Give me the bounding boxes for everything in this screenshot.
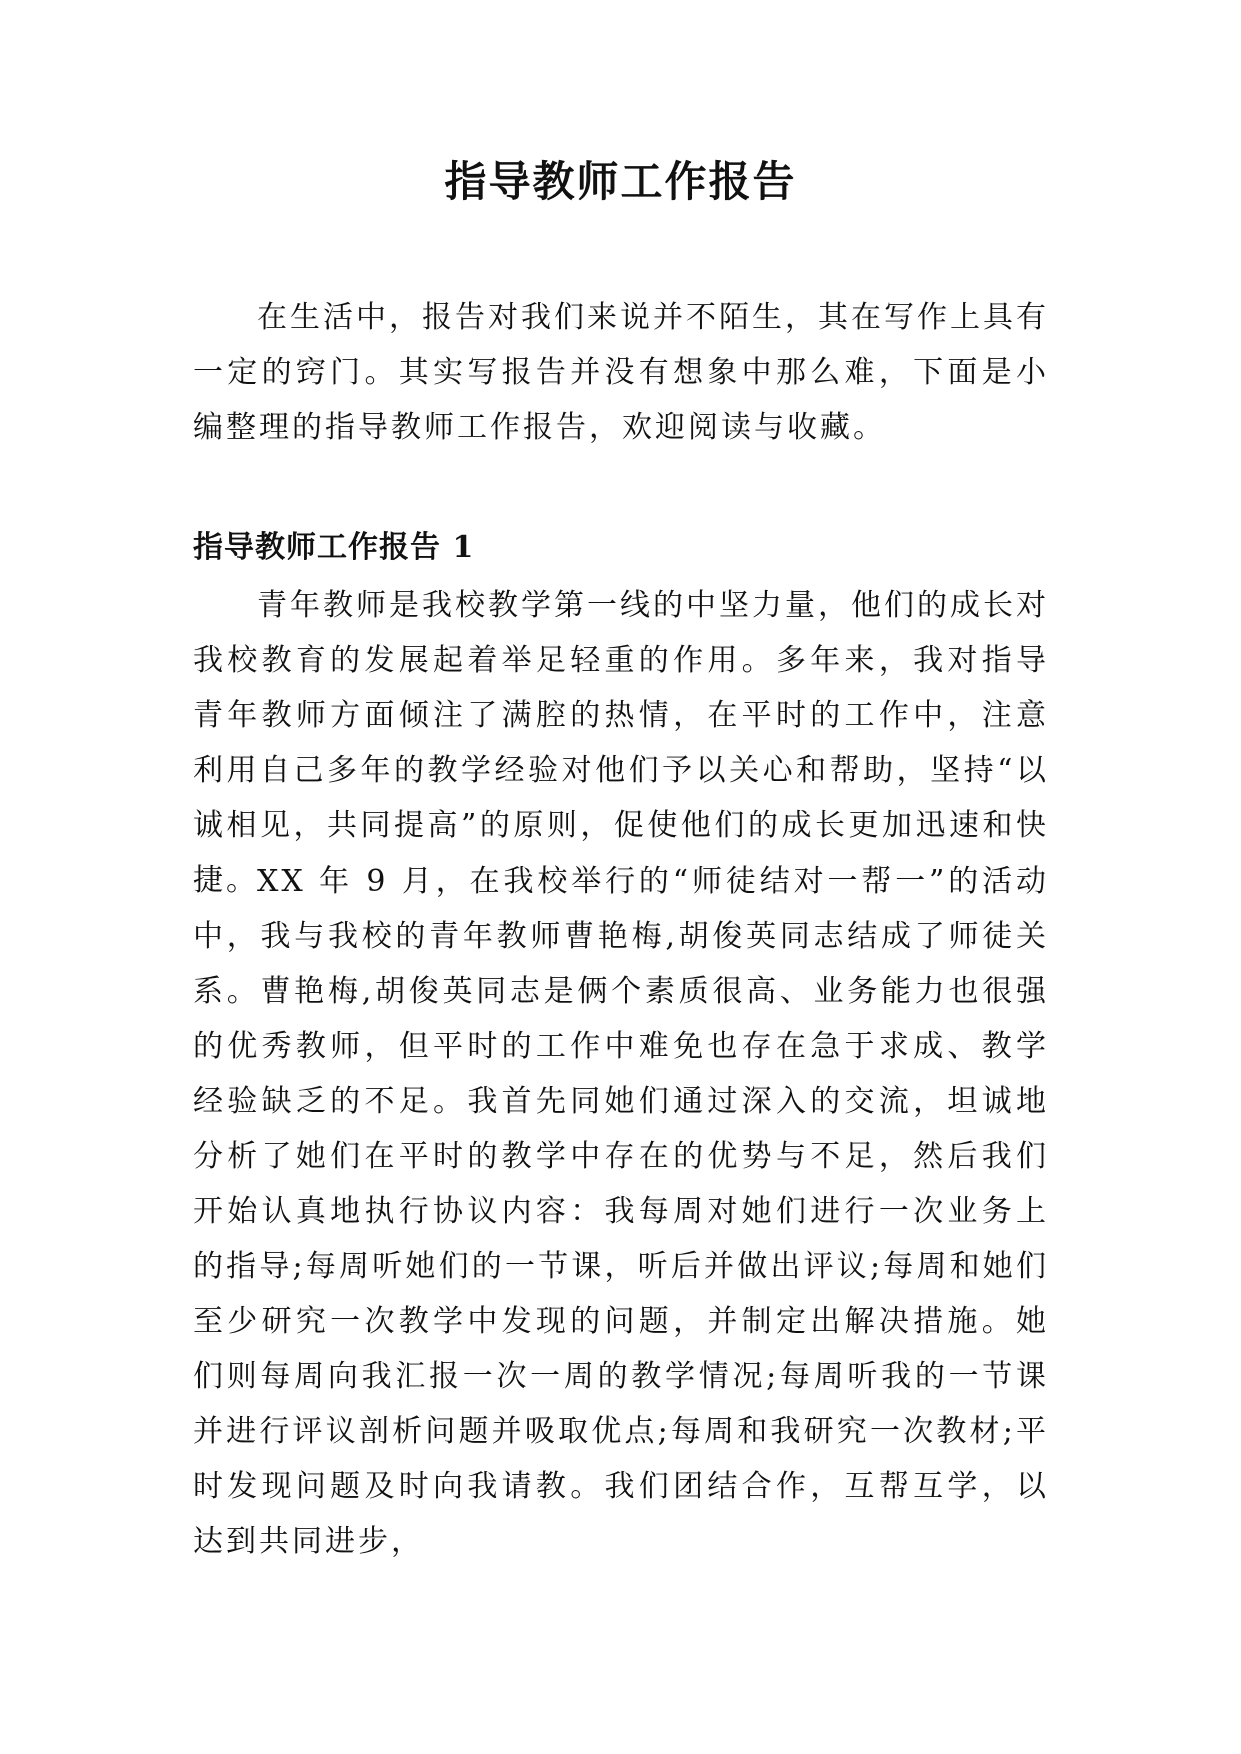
section-heading: 指导教师工作报告 1 [193,530,475,565]
intro-paragraph: 在生活中，报告对我们来说并不陌生，其在写作上具有一定的窍门。其实写报告并没有想象中那么难，下面是小编整理的指导教师工作报告，欢迎阅读与收藏。 [193,300,1049,445]
body-paragraph-1: 青年教师是我校教学第一线的中坚力量，他们的成长对我校教育的发展起着举足轻重的作用。多年来，我对指导青年教师方面倾注了满腔的热情，在平时的工作中，注意利用自己多年的教学经验对他们予以关心和帮助，坚持“以诚相见，共同提高”的原则，促使他们的成长更加迅速和快捷。 [193,588,1049,898]
document-title: 指导教师工作报告 [444,157,797,206]
body-paragraph-2: XX 年 9 月，在我校举行的“师徒结对一帮一”的活动中，我与我校的青年教师曹艳梅,胡俊英同志结成了师徒关系。曹艳梅,胡俊英同志是俩个素质很高、业务能力也很强的优秀教师，但平时的工作中难免也存在急于求成、教学经验缺乏的不足。我首先同她们通过深入的交流，坦诚地分析了她们在平时的教学中存在的优势与不足，然后我们开始认真地执行协议内容：我每周对她们进行一次业务上的指导;每周听她们的一节课，听后并做出评议;每周和她们至少研究一次教学中发现的问题，并制定出解决措施。她们则每周向我汇报一次一周的教学情况;每周听我的一节课并进行评议剖析问题并吸取优点;每周和我研究一次教材;平时发现问题及时向我请教。我们团结合作，互帮互学，以达到共同进步， [193,864,1049,1559]
